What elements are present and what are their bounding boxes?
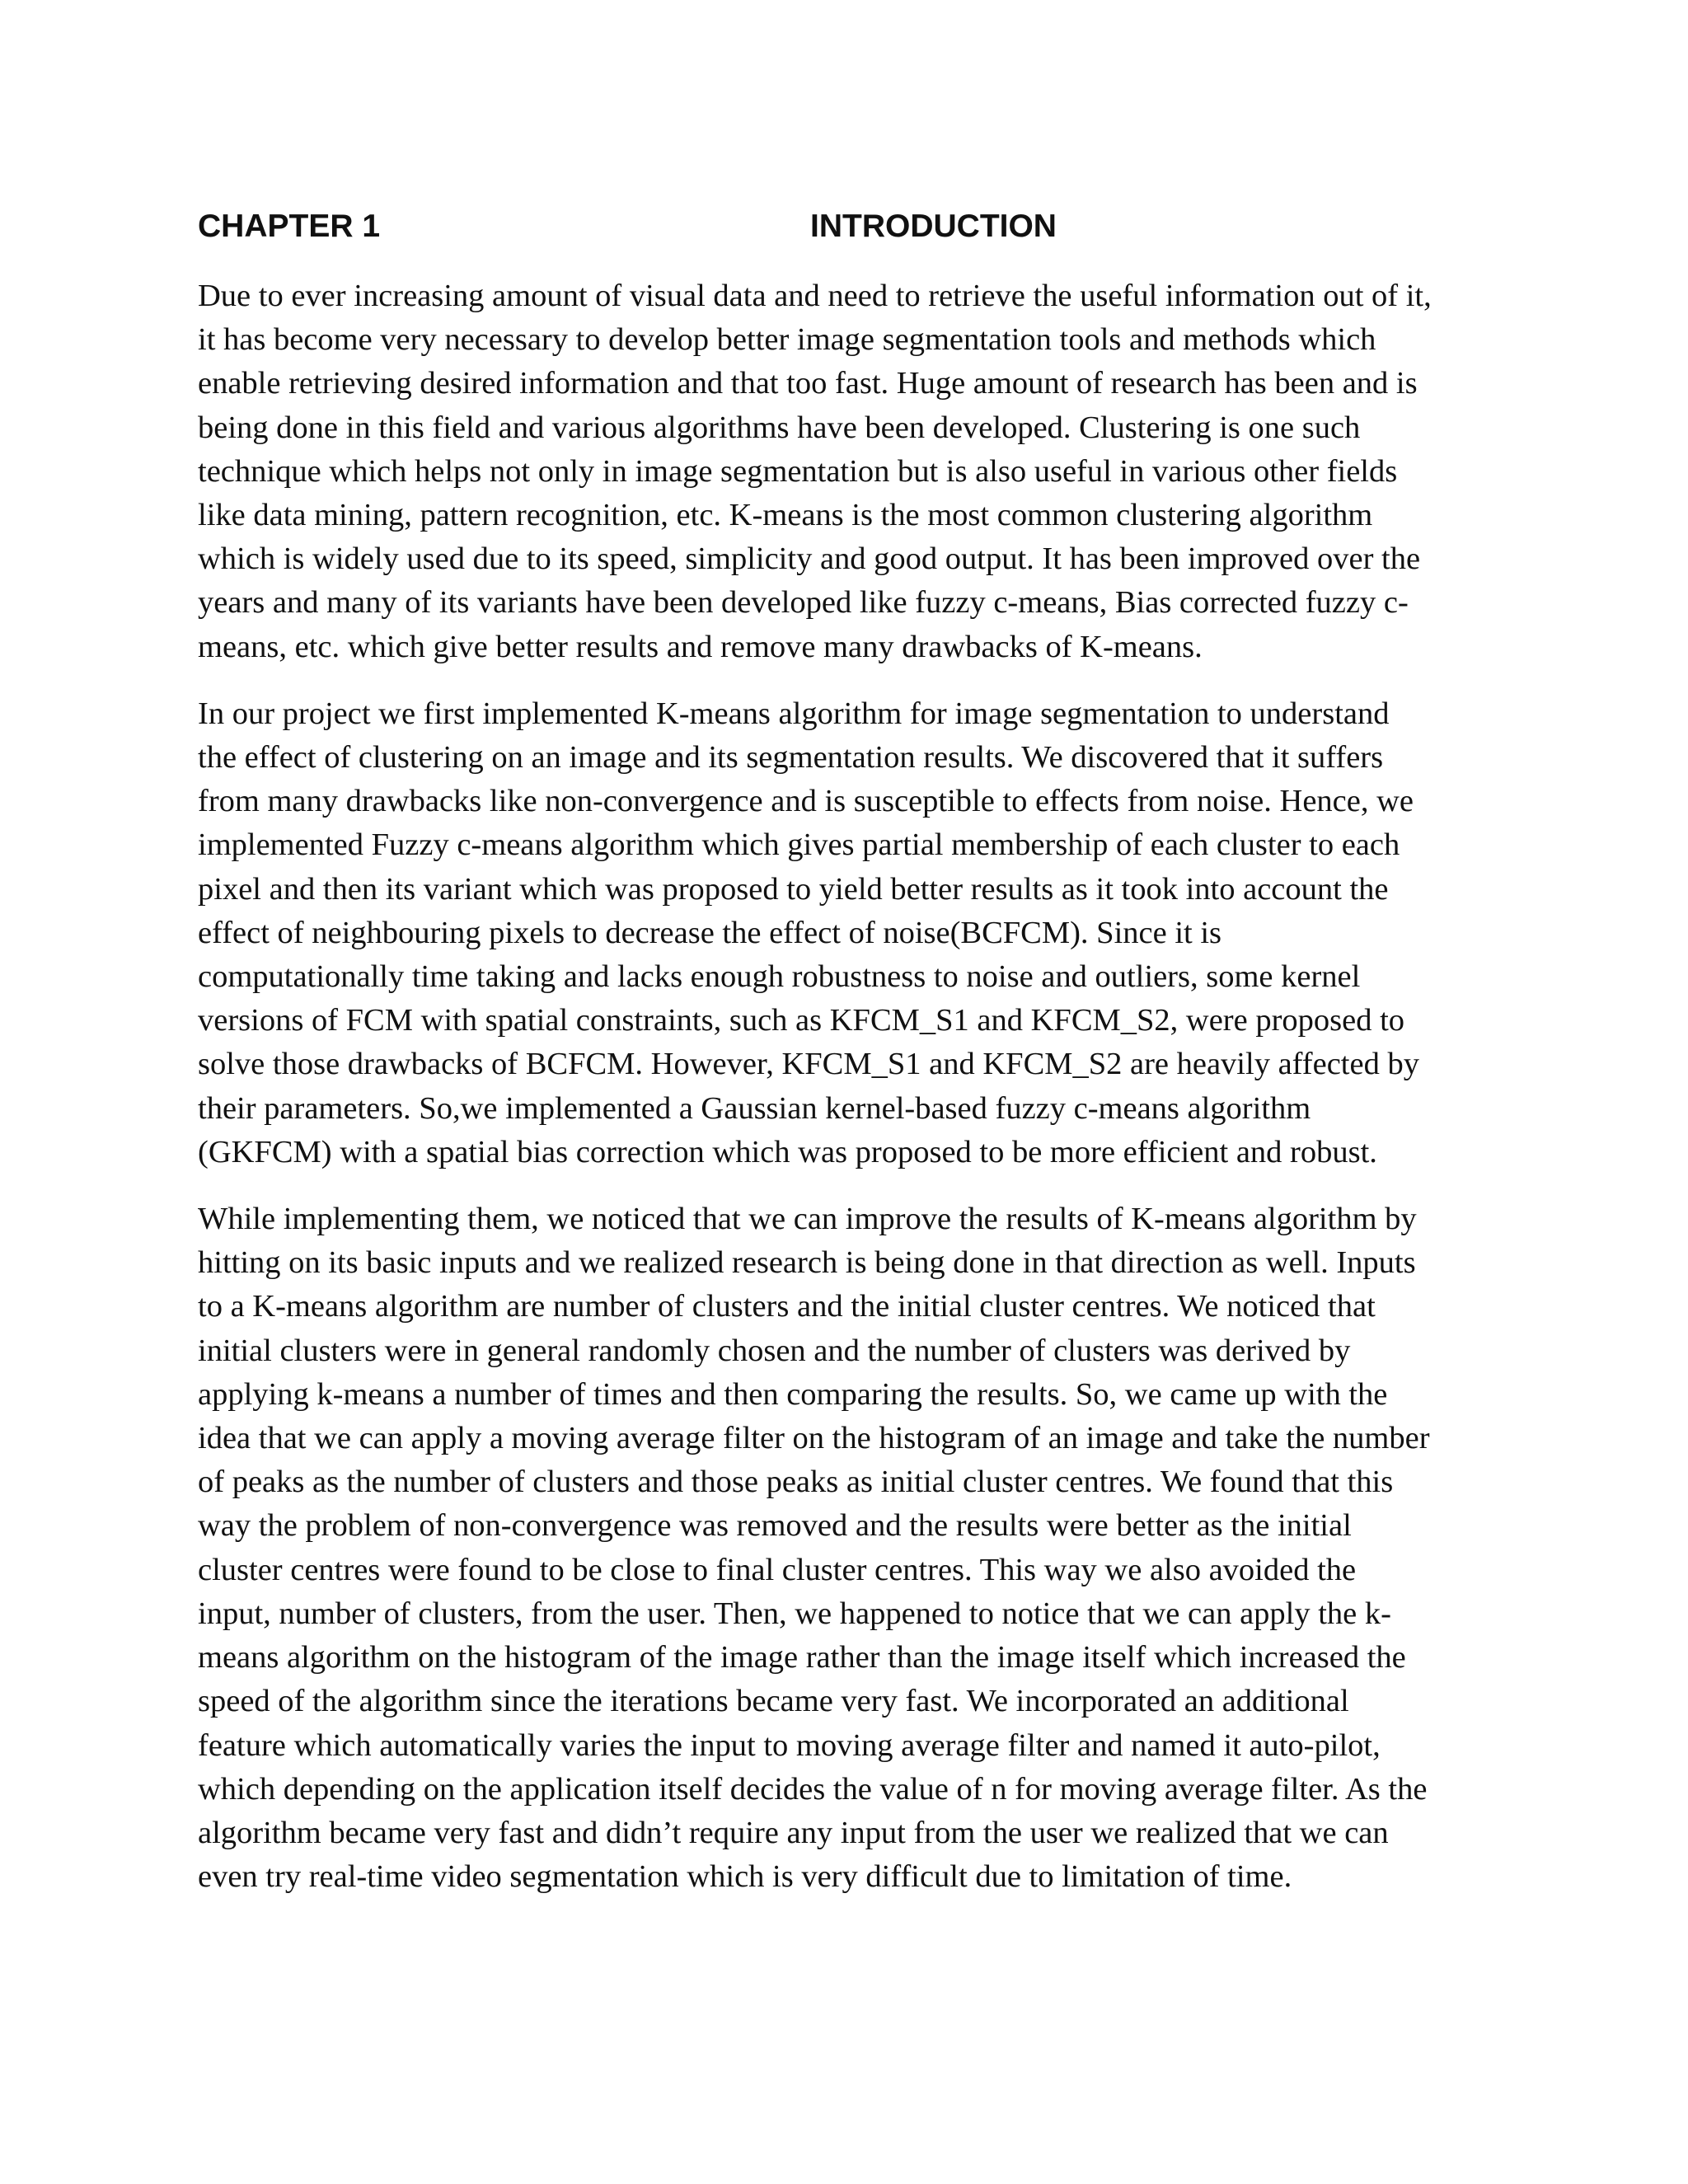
paragraph-line: enable retrieving desired information and that too fast. Huge amount of research has been and is <box>198 366 1418 401</box>
paragraph-line: way the problem of non-convergence was removed and the results were better as the initial <box>198 1508 1352 1544</box>
paragraph-line: being done in this field and various algorithms have been developed. Clustering is one such <box>198 410 1361 445</box>
paragraph-line: algorithm became very fast and didn’t require any input from the user we realized that we can <box>198 1815 1389 1850</box>
paragraph-line: it has become very necessary to develop better image segmentation tools and methods which <box>198 322 1376 358</box>
paragraph-line: implemented Fuzzy c-means algorithm which gives partial membership of each cluster to each <box>198 827 1400 863</box>
paragraph-line: to a K-means algorithm are number of clusters and the initial cluster centres. We noticed that <box>198 1289 1376 1324</box>
paragraph-line: In our project we first implemented K-means algorithm for image segmentation to understand <box>198 696 1390 731</box>
paragraph-line: from many drawbacks like non-convergence and is susceptible to effects from noise. Hence, we <box>198 784 1414 819</box>
paragraph-line: their parameters. So,we implemented a Gaussian kernel-based fuzzy c-means algorithm <box>198 1090 1311 1126</box>
paragraph-line: effect of neighbouring pixels to decrease the effect of noise(BCFCM). Since it is <box>198 915 1222 950</box>
paragraph-line: even try real-time video segmentation which is very difficult due to limitation of time. <box>198 1859 1292 1895</box>
chapter-label: CHAPTER 1 <box>198 209 381 244</box>
paragraph-line: like data mining, pattern recognition, etc. K-means is the most common clustering algorithm <box>198 498 1373 533</box>
paragraph-line: speed of the algorithm since the iterations became very fast. We incorporated an additional <box>198 1684 1349 1719</box>
paragraph-line: means, etc. which give better results and remove many drawbacks of K-means. <box>198 629 1203 664</box>
chapter-title: INTRODUCTION <box>810 209 1057 244</box>
paragraph-line: input, number of clusters, from the user. Then, we happened to notice that we can apply the k- <box>198 1596 1391 1631</box>
paragraph-2 <box>198 692 1500 1174</box>
paragraph-line: the effect of clustering on an image and its segmentation results. We discovered that it suffers <box>198 740 1384 776</box>
paragraph-line: solve those drawbacks of BCFCM. However, KFCM_S1 and KFCM_S2 are heavily affected by <box>198 1047 1419 1082</box>
paragraph-line: feature which automatically varies the input to moving average filter and named it auto-pilot, <box>198 1727 1381 1763</box>
chapter-heading <box>198 202 1500 251</box>
paragraph-line: Due to ever increasing amount of visual data and need to retrieve the useful information out of it, <box>198 279 1432 313</box>
paragraph-line: computationally time taking and lacks enough robustness to noise and outliers, some kernel <box>198 959 1361 995</box>
paragraph-line: versions of FCM with spatial constraints, such as KFCM_S1 and KFCM_S2, were proposed to <box>198 1003 1405 1038</box>
paragraph-line: which depending on the application itself decides the value of n for moving average filter. As the <box>198 1771 1428 1807</box>
paragraph-line: hitting on its basic inputs and we realized research is being done in that direction as well. Inputs <box>198 1245 1416 1281</box>
paragraph-line: of peaks as the number of clusters and those peaks as initial cluster centres. We found that this <box>198 1465 1394 1500</box>
paragraph-line: (GKFCM) with a spatial bias correction which was proposed to be more efficient and robust. <box>198 1134 1377 1169</box>
paragraph-line: which is widely used due to its speed, simplicity and good output. It has been improved over the <box>198 541 1421 577</box>
paragraph-3 <box>198 1197 1500 1899</box>
paragraph-line: years and many of its variants have been developed like fuzzy c-means, Bias corrected fuzzy c- <box>198 585 1409 621</box>
paragraph-line: cluster centres were found to be close to final cluster centres. This way we also avoided the <box>198 1552 1357 1587</box>
paragraph-line: applying k-means a number of times and then comparing the results. So, we came up with the <box>198 1376 1388 1412</box>
paragraph-line: idea that we can apply a moving average filter on the histogram of an image and take the number <box>198 1421 1430 1456</box>
paragraph-line: pixel and then its variant which was proposed to yield better results as it took into account the <box>198 871 1389 907</box>
paragraph-line: While implementing them, we noticed that we can improve the results of K-means algorithm by <box>198 1202 1417 1237</box>
paragraph-line: technique which helps not only in image segmentation but is also useful in various other fields <box>198 453 1398 489</box>
paragraph-1 <box>198 274 1500 669</box>
paragraph-line: initial clusters were in general randomly chosen and the number of clusters was derived by <box>198 1333 1351 1368</box>
paragraph-line: means algorithm on the histogram of the image rather than the image itself which increased the <box>198 1640 1406 1675</box>
body-text <box>198 274 1500 1922</box>
